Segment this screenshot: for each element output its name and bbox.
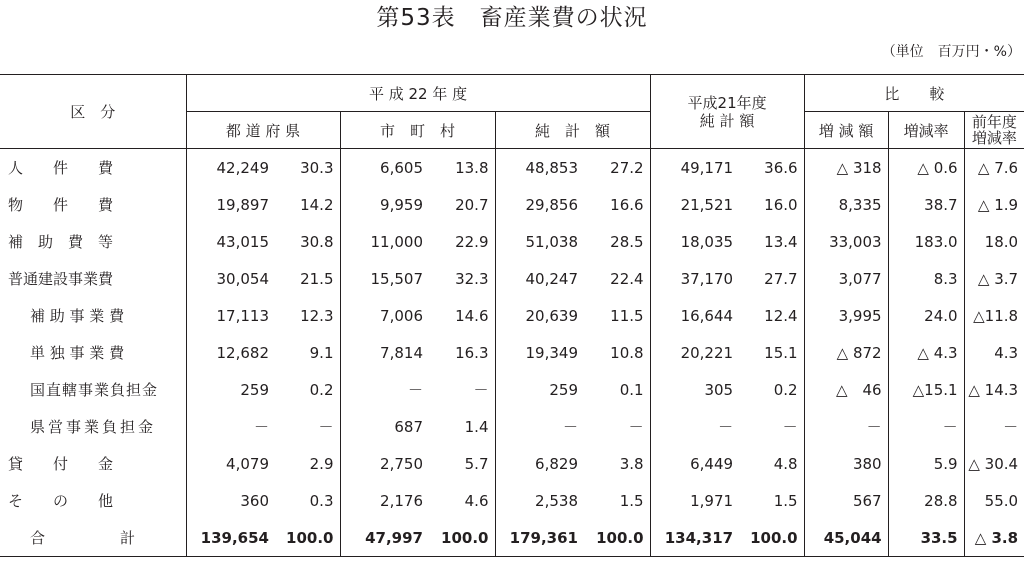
header-zougen-gaku: 増 減 額 xyxy=(804,112,888,149)
cell: 27.7 xyxy=(739,260,804,297)
header-zennendo-line1: 前年度 xyxy=(971,113,1017,131)
cell: － xyxy=(562,418,578,436)
cell: 3.8 xyxy=(584,445,650,482)
cell: 14.2 xyxy=(275,186,340,223)
cell: 7,814 xyxy=(380,343,423,362)
cell: 9,959 xyxy=(380,195,423,214)
cell: △15.1 xyxy=(888,371,964,408)
cell: 11,000 xyxy=(370,232,423,251)
cell: 28.8 xyxy=(888,482,964,519)
table-row-total xyxy=(0,519,1024,557)
row-label: 国直轄事業負担金 xyxy=(0,371,186,408)
cell: △ 3.7 xyxy=(977,269,1019,288)
header-junkei: 純 計 額 xyxy=(495,112,650,149)
cell: 8.3 xyxy=(888,260,964,297)
cell: 16.0 xyxy=(739,186,804,223)
header-h22: 平 成 22 年 度 xyxy=(186,75,650,112)
table-row xyxy=(0,408,1024,445)
cell: 0.1 xyxy=(584,371,650,408)
cell: 33,003 xyxy=(804,223,888,260)
row-label: 単 独 事 業 費 xyxy=(0,334,186,371)
cell: △ 0.6 xyxy=(888,149,964,187)
cell: 6,449 xyxy=(690,454,734,473)
cell: 4,079 xyxy=(226,454,269,473)
cell: 11.5 xyxy=(584,297,650,334)
cell: 22.9 xyxy=(429,223,495,260)
cell: － xyxy=(804,408,888,445)
cell: 100.0 xyxy=(275,519,340,557)
cell: － xyxy=(739,408,804,445)
cell: 4.8 xyxy=(739,445,804,482)
cell: △11.8 xyxy=(973,306,1019,325)
cell: 13.4 xyxy=(739,223,804,260)
cell: 6,605 xyxy=(380,158,423,177)
cell: － xyxy=(584,408,650,445)
cell: 51,038 xyxy=(525,232,578,251)
cell: 30.8 xyxy=(275,223,340,260)
cell: 21,521 xyxy=(680,195,734,214)
cell: 5.7 xyxy=(429,445,495,482)
cell: 15.1 xyxy=(739,334,804,371)
cell: 1.4 xyxy=(429,408,495,445)
cell: 8,335 xyxy=(804,186,888,223)
table-row xyxy=(0,260,1024,297)
header-h21 xyxy=(650,75,804,149)
cell: △ 46 xyxy=(804,371,888,408)
cell: － xyxy=(253,418,269,436)
cell: 12,682 xyxy=(216,343,269,362)
cell: 1.5 xyxy=(739,482,804,519)
table-title: 第53表 畜産業費の状況 xyxy=(376,5,648,31)
cell: 14.6 xyxy=(429,297,495,334)
cell: △ 30.4 xyxy=(968,454,1019,473)
unit-note: （単位 百万円・%） xyxy=(881,44,1021,60)
cell: 33.5 xyxy=(888,519,964,557)
cell: 139,654 xyxy=(186,519,275,557)
cell: 16.3 xyxy=(429,334,495,371)
cell: 2,538 xyxy=(535,491,578,510)
row-label: 県営事業負担金 xyxy=(0,408,186,445)
header-zougen-ritsu: 増減率 xyxy=(888,112,964,149)
cell: － xyxy=(407,381,423,399)
table-row xyxy=(0,371,1024,408)
cell: 19,349 xyxy=(525,343,578,362)
header-kubun: 区 分 xyxy=(0,75,186,149)
cell: 38.7 xyxy=(888,186,964,223)
cell: 1,971 xyxy=(690,491,734,510)
cell: 18,035 xyxy=(680,232,734,251)
cell: 16.6 xyxy=(584,186,650,223)
cell: 20,221 xyxy=(680,343,734,362)
cell: 20.7 xyxy=(429,186,495,223)
cell: 18.0 xyxy=(984,232,1019,251)
header-h21-line2: 純 計 額 xyxy=(699,111,755,130)
cell: 5.9 xyxy=(888,445,964,482)
cell: △ 14.3 xyxy=(968,380,1019,399)
cell: － xyxy=(275,408,340,445)
cell: 36.6 xyxy=(739,149,804,187)
header-h21-line1: 平成21年度 xyxy=(687,93,767,112)
cell: 183.0 xyxy=(888,223,964,260)
cell: 37,170 xyxy=(680,269,734,288)
cell: 100.0 xyxy=(739,519,804,557)
cell: 2.9 xyxy=(275,445,340,482)
cell: 30,054 xyxy=(216,269,269,288)
cell: － xyxy=(429,371,495,408)
cell: 567 xyxy=(804,482,888,519)
table-row xyxy=(0,482,1024,519)
row-label: 貸 付 金 xyxy=(0,445,186,482)
cell: 29,856 xyxy=(525,195,578,214)
cell: 49,171 xyxy=(680,158,734,177)
cell: 22.4 xyxy=(584,260,650,297)
row-label: 普通建設事業費 xyxy=(0,260,186,297)
cell: 16,644 xyxy=(680,306,734,325)
cell: △ 1.9 xyxy=(977,195,1019,214)
cell: 0.2 xyxy=(275,371,340,408)
cell: 40,247 xyxy=(525,269,578,288)
cell: 20,639 xyxy=(525,306,578,325)
cell: 0.3 xyxy=(275,482,340,519)
cell: 305 xyxy=(704,380,734,399)
cell: 13.8 xyxy=(429,149,495,187)
cell: △ 318 xyxy=(804,149,888,187)
cell: 179,361 xyxy=(495,519,584,557)
cell: 2,176 xyxy=(380,491,423,510)
cell: 12.4 xyxy=(739,297,804,334)
table-row xyxy=(0,223,1024,260)
cell: 32.3 xyxy=(429,260,495,297)
cell: 24.0 xyxy=(888,297,964,334)
cell: － xyxy=(888,408,964,445)
cell: 4.6 xyxy=(429,482,495,519)
cell: 2,750 xyxy=(380,454,423,473)
cell: 21.5 xyxy=(275,260,340,297)
row-label: 人 件 費 xyxy=(0,149,186,187)
cell: 28.5 xyxy=(584,223,650,260)
row-label: 補 助 費 等 xyxy=(0,223,186,260)
cell: 17,113 xyxy=(216,306,269,325)
table-row xyxy=(0,186,1024,223)
row-label-total: 合 計 xyxy=(0,519,186,557)
cell: 42,249 xyxy=(216,158,269,177)
cell: 9.1 xyxy=(275,334,340,371)
cell: 259 xyxy=(549,380,578,399)
cell: 0.2 xyxy=(739,371,804,408)
row-label: そ の 他 xyxy=(0,482,186,519)
table-row xyxy=(0,297,1024,334)
header-todofuken: 都 道 府 県 xyxy=(186,112,340,149)
row-label: 補 助 事 業 費 xyxy=(0,297,186,334)
cell: 687 xyxy=(394,417,423,436)
cell: △ 7.6 xyxy=(977,158,1019,177)
cell: 134,317 xyxy=(650,519,739,557)
table-row xyxy=(0,149,1024,187)
cell: 43,015 xyxy=(216,232,269,251)
cell: 380 xyxy=(804,445,888,482)
cell: 19,897 xyxy=(216,195,269,214)
table-row xyxy=(0,334,1024,371)
table-row xyxy=(0,445,1024,482)
cell: △ 3.8 xyxy=(964,519,1024,557)
cell: － xyxy=(718,418,734,436)
row-label: 物 件 費 xyxy=(0,186,186,223)
cell: △ 872 xyxy=(804,334,888,371)
cell: － xyxy=(1003,418,1019,436)
cell: 3,995 xyxy=(804,297,888,334)
cell: 100.0 xyxy=(584,519,650,557)
header-shichoson: 市 町 村 xyxy=(340,112,495,149)
cell: 47,997 xyxy=(340,519,429,557)
header-zennendo xyxy=(964,112,1024,149)
header-zennendo-line2: 増減率 xyxy=(971,129,1017,147)
cell: 259 xyxy=(240,380,269,399)
cell: 100.0 xyxy=(429,519,495,557)
cell: 15,507 xyxy=(370,269,423,288)
cell: △ 4.3 xyxy=(888,334,964,371)
cell: 360 xyxy=(240,491,269,510)
header-hikaku: 比 較 xyxy=(804,75,1024,112)
cell: 55.0 xyxy=(984,491,1019,510)
cell: 1.5 xyxy=(584,482,650,519)
cell: 48,853 xyxy=(525,158,578,177)
cell: 12.3 xyxy=(275,297,340,334)
cell: 4.3 xyxy=(994,343,1019,362)
cell: 10.8 xyxy=(584,334,650,371)
cell: 45,044 xyxy=(804,519,888,557)
cell: 6,829 xyxy=(535,454,578,473)
cell: 3,077 xyxy=(804,260,888,297)
cell: 7,006 xyxy=(380,306,423,325)
cell: 27.2 xyxy=(584,149,650,187)
cell: 30.3 xyxy=(275,149,340,187)
data-table xyxy=(0,74,1024,557)
